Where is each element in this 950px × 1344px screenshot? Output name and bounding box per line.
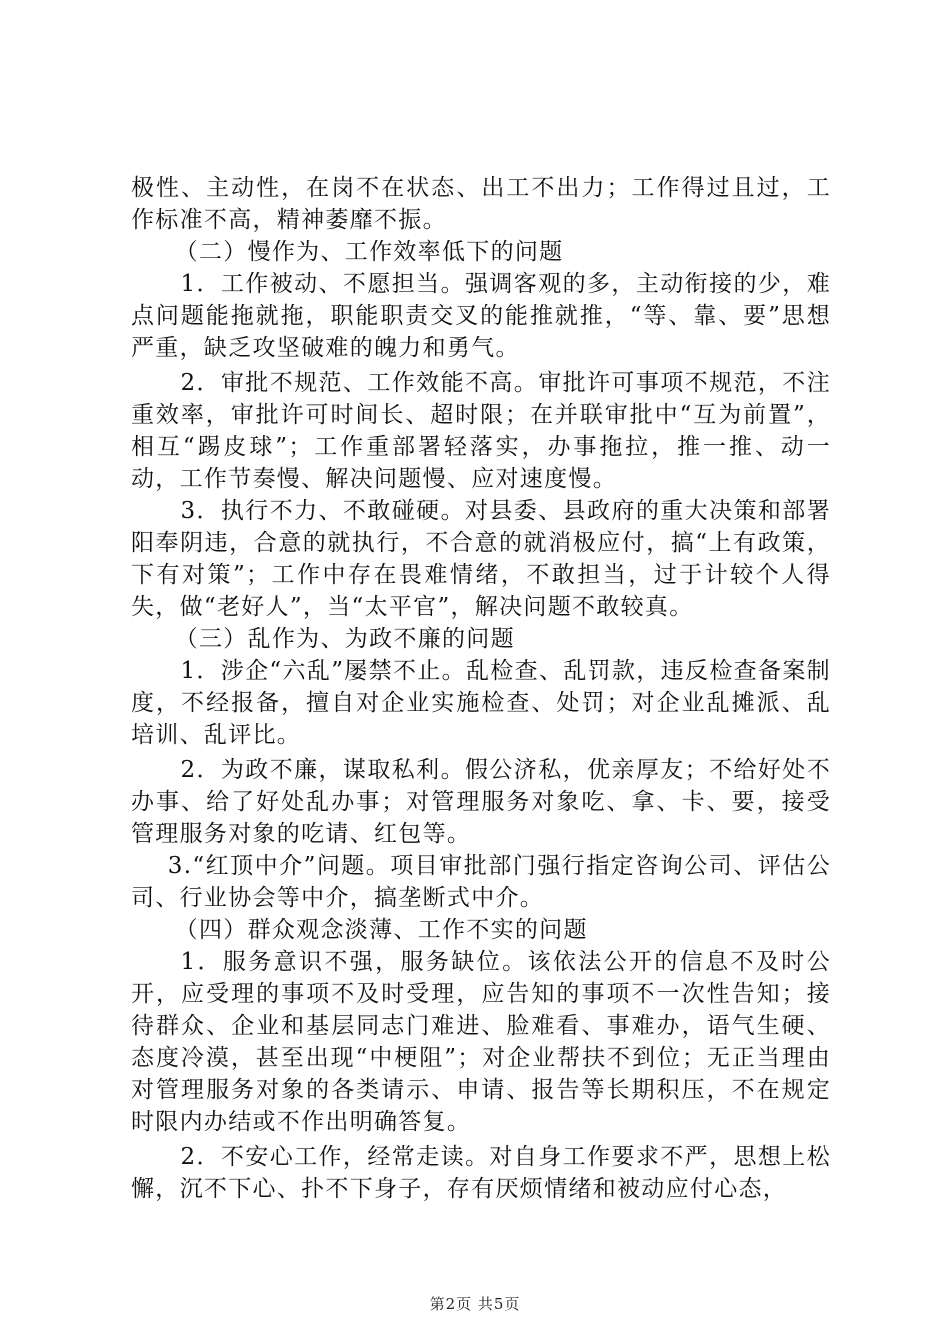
paragraph-4-2: 2．不安心工作，经常走读。对自身工作要求不严，思想上松懈，沉不下心、扑不下身子，存有厌烦情绪和被动应付心态，: [131, 1144, 831, 1202]
page-number: 第2页 共5页: [429, 1295, 521, 1313]
section-heading-4: （四）群众观念淡薄、工作不实的问题: [174, 917, 588, 943]
paragraph-3-2: 2．为政不廉，谋取私利。假公济私，优亲厚友；不给好处不办事、给了好处乱办事；对管理服务对象吃、拿、卡、要，接受管理服务对象的吃请、红包等。: [131, 757, 831, 847]
paragraph-3-3: 3.“红顶中介”问题。项目审批部门强行指定咨询公司、评估公司、行业协会等中介，搞垄断式中介。: [131, 853, 831, 911]
paragraph-4-1: 1．服务意识不强，服务缺位。该依法公开的信息不及时公开，应受理的事项不及时受理，应告知的事项不一次性告知；接待群众、企业和基层同志门难进、脸难看、事难办，语气生硬、态度冷漠，甚至出现“中梗阻”；对企业帮扶不到位；无正当理由对管理服务对象的各类请示、申请、报告等长期积压，不在规定时限内办结或不作出明确答复。: [131, 949, 831, 1135]
document-body: [131, 172, 831, 1205]
section-heading-2: （二）慢作为、工作效率低下的问题: [174, 239, 564, 265]
paragraph-3-1: 1．涉企“六乱”屡禁不止。乱检查、乱罚款，违反检查备案制度，不经报备，擅自对企业实施检查、处罚；对企业乱摊派、乱培训、乱评比。: [131, 658, 831, 748]
paragraph-continuation: 极性、主动性，在岗不在状态、出工不出力；工作得过且过，工作标准不高，精神萎靡不振。: [131, 175, 831, 233]
paragraph-2-3: 3．执行不力、不敢碰硬。对县委、县政府的重大决策和部署阳奉阴违，合意的就执行，不合意的就消极应付，搞“上有政策，下有对策”；工作中存在畏难情绪，不敢担当，过于计较个人得失，做“老好人”，当“太平官”，解决问题不敢较真。: [131, 498, 831, 620]
paragraph-2-1: 1．工作被动、不愿担当。强调客观的多，主动衔接的少，难点问题能拖就拖，职能职责交叉的能推就推，“等、靠、要”思想严重，缺乏攻坚破难的魄力和勇气。: [131, 271, 831, 361]
paragraph-2-2: 2．审批不规范、工作效能不高。审批许可事项不规范，不注重效率，审批许可时间长、超时限；在并联审批中“互为前置”，相互“踢皮球”；工作重部署轻落实，办事拖拉，推一推、动一动，工作节奏慢、解决问题慢、应对速度慢。: [131, 370, 831, 492]
section-heading-3: （三）乱作为、为政不廉的问题: [174, 626, 515, 652]
